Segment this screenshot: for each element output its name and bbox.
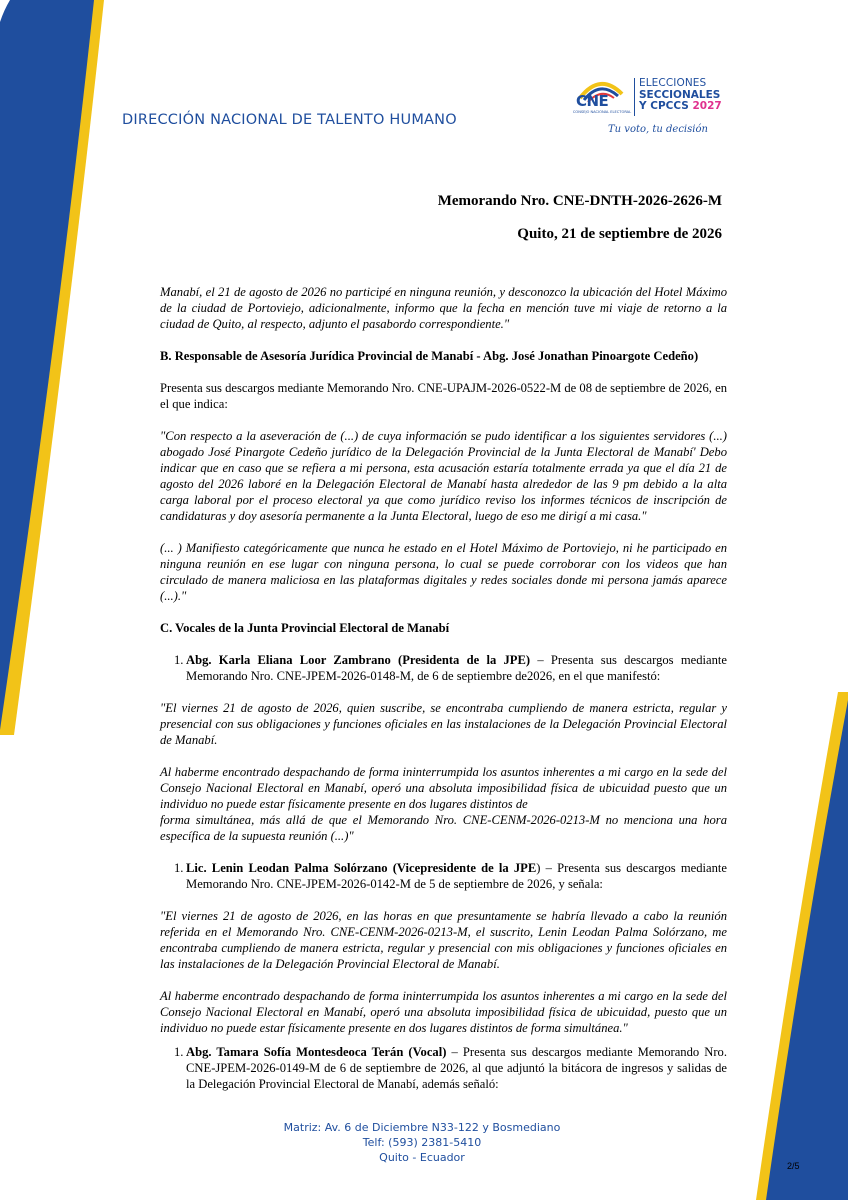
top-left-blue-band [0, 0, 94, 730]
logo-line-3 [639, 101, 722, 112]
list-text [186, 860, 727, 892]
list-item-name: Lic. Lenin Leodan Palma Solórzano (Vicepresidente de la JPE [186, 861, 537, 875]
page-number: 2/5 [787, 1161, 800, 1171]
quote-paragraph: Al haberme encontrado despachando de forma ininterrumpida los asuntos inherentes a mi cargo en la sede del Consejo Nacional Electoral en Manabí, operó una absoluta imposibilidad física de ubicuidad puesto que un individuo no puede estar físicamente presente en dos lugares distintos de [160, 765, 727, 811]
logo-line-2: SECCIONALES [639, 89, 721, 101]
memo-date: Quito, 21 de septiembre de 2026 [517, 226, 722, 242]
logo-tagline: Tu voto, tu decisión [608, 124, 708, 135]
list-item-name: Abg. Karla Eliana Loor Zambrano (Presidenta de la JPE) [186, 653, 531, 667]
department-name: DIRECCIÓN NACIONAL DE TALENTO HUMANO [122, 112, 457, 128]
list-item [160, 860, 727, 892]
footer-line: Quito - Ecuador [379, 1151, 465, 1164]
logo-year: 2027 [692, 100, 722, 112]
list-item-name: Abg. Tamara Sofía Montesdeoca Terán (Vocal) [186, 1045, 447, 1059]
memo-number: Memorando Nro. CNE-DNTH-2026-2626-M [437, 193, 722, 209]
quote-paragraph: "Con respecto a la aseveración de (...) de cuya información se pudo identificar a los siguientes servidores (...) abogado José Pinargote Cedeño jurídico de la Delegación Provincial de la Junta Electoral de Manabí' Debo indicar que en caso que se refiera a mi persona, esta acusación estaría totalmente errada ya que el día 21 de agosto del 2026 laboré en la Delegación Electoral de Manabí hasta alrededor de las 9 pm debido a la alta carga laboral por el proceso electoral ya que como jurídico reviso los informes técnicos de inscripción de candidaturas y doy asesoría permanente a la Junta Electoral, luego de eso me dirigí a mi casa." [160, 429, 727, 523]
list-item [160, 652, 727, 684]
footer-address [262, 1120, 582, 1165]
section-heading: B. Responsable de Asesoría Jurídica Provincial de Manabí - Abg. José Jonathan Pinoargote Cedeño) [160, 349, 699, 363]
section-heading: C. Vocales de la Junta Provincial Electoral de Manabí [160, 621, 450, 635]
quote-paragraph: "El viernes 21 de agosto de 2026, en las horas en que presuntamente se habría llevado a cabo la reunión referida en el Memorando Nro. CNE-CENM-2026-0213-M, el suscrito, Lenin Leodan Palma Solórzano, me encontraba cumpliendo de manera estricta, regular y presencial con mis obligaciones y funciones oficiales en las instalaciones de la Delegación Provincial Electoral de Manabí. [160, 909, 727, 971]
paragraph: Presenta sus descargos mediante Memorando Nro. CNE-UPAJM-2026-0522-M de 08 de septiembre de 2026, en el que indica: [160, 381, 727, 411]
quote-paragraph-continued: forma simultánea, más allá de que el Memorando Nro. CNE-CENM-2026-0213-M no menciona una hora específica de la supuesta reunión (...)" [160, 813, 727, 843]
elections-logo [572, 74, 732, 144]
list-text [186, 1044, 727, 1092]
logo-line-3-text: Y CPCCS [639, 100, 689, 112]
list-number: 1. [174, 653, 184, 667]
list-number: 1. [174, 1045, 184, 1059]
list-item [160, 1044, 727, 1092]
list-number: 1. [174, 861, 184, 875]
quote-paragraph: Al haberme encontrado despachando de forma ininterrumpida los asuntos inherentes a mi cargo en la sede del Consejo Nacional Electoral en Manabí, operó una absoluta imposibilidad física de ubicuidad, puesto que un individuo no puede estar físicamente presente en dos lugares distintos de forma simultánea." [160, 989, 727, 1035]
quote-paragraph: (... ) Manifiesto categóricamente que nunca he estado en el Hotel Máximo de Portoviejo, ni he participado en ninguna reunión en ese lugar con ninguna persona, lo cual se puede corroborar con los videos que han circulado de manera maliciosa en las plataformas digitales y redes sociales donde mi persona jamás aparece (...)." [160, 541, 727, 603]
quote-paragraph: "El viernes 21 de agosto de 2026, quien suscribe, se encontraba cumpliendo de manera estricta, regular y presencial con sus obligaciones y funciones oficiales en las instalaciones de la Delegación Provincial Electoral de Manabí. [160, 701, 727, 747]
memo-body [160, 284, 727, 1092]
cne-logo-text: CNE [576, 92, 609, 110]
logo-line-1: ELECCIONES [639, 77, 707, 89]
list-text [186, 652, 727, 684]
footer-line: Telf: (593) 2381-5410 [362, 1136, 482, 1149]
bottom-right-blue-band [766, 700, 848, 1200]
list-item-detail: ) – Presenta sus descargos mediante Memorando Nro. CNE-JPEM-2026-0142-M de 5 de septiembre de 2026, y señala: [186, 861, 727, 891]
paragraph: Manabí, el 21 de agosto de 2026 no participé en ninguna reunión, y desconozco la ubicación del Hotel Máximo de la ciudad de Portoviejo, adicionalmente, informo que la fecha en mención tuve mi viaje de retorno a la ciudad de Quito, al respecto, adjunto el pasabordo correspondiente." [160, 285, 727, 331]
list-item-detail: – Presenta sus descargos mediante Memorando Nro. CNE-JPEM-2026-0148-M, de 6 de septiembre de2026, en el que manifestó: [186, 653, 727, 683]
logo-divider [634, 78, 635, 116]
cne-logo-subtitle: CONSEJO NACIONAL ELECTORAL [572, 110, 632, 114]
footer-line: Matriz: Av. 6 de Diciembre N33-122 y Bosmediano [283, 1121, 561, 1134]
list-item-detail: – Presenta sus descargos mediante Memorando Nro. CNE-JPEM-2026-0149-M de 6 de septiembre de 2026, al que adjuntó la bitácora de ingresos y salidas de la Delegación Provincial Electoral de Manabí, además señaló: [186, 1045, 727, 1091]
